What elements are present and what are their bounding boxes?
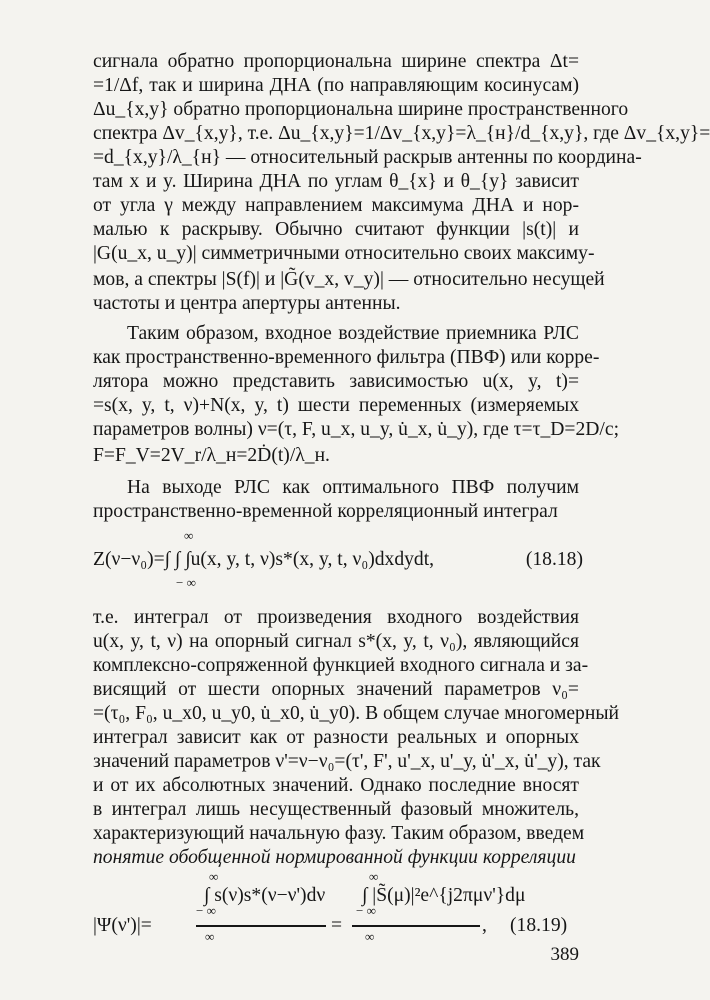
fraction-bar <box>196 925 326 927</box>
integral-upper-limit: ∞ <box>365 929 375 944</box>
text-line: u(x, y, t, ν) на опорный сигнал s*(x, y, t, ν₀), являющийся <box>93 631 579 652</box>
text-line: F=F_V=2V_r/λ_н=2Ḋ(t)/λ_н. <box>93 445 330 466</box>
text-line: =d_{x,y}/λ_{н} — относительный раскрыв антенны по координа- <box>93 147 642 168</box>
fraction-bar <box>352 925 480 927</box>
text-line: Таким образом, входное воздействие приемника РЛС <box>127 323 579 344</box>
integral-lower-limit: − ∞ <box>176 575 196 590</box>
equation-number: (18.18) <box>525 549 583 570</box>
text-line: т.е. интеграл от произведения входного воздействия <box>93 607 579 628</box>
text-line: от угла γ между направлением максимума ДНА и нор- <box>93 195 579 216</box>
equation-lhs: |Ψ(ν')|= <box>93 915 152 936</box>
text-line: комплексно-сопряженной функцией входного сигнала и за- <box>93 655 589 676</box>
equals-sign: = <box>331 915 343 936</box>
text-line: малью к раскрыву. Обычно считают функции |s(t)| и <box>93 219 579 240</box>
integral-upper-limit: ∞ <box>205 929 215 944</box>
text-line: как пространственно-временного фильтра (ПВФ) или корре- <box>93 347 600 368</box>
text-line: понятие обобщенной нормированной функции корреляции <box>93 847 576 868</box>
text-line: =s(x, y, t, ν)+N(x, y, t) шести переменных (измеряемых <box>93 395 579 416</box>
fraction-2-numerator: ∫ |S̃(μ)|²e^{j2πμν'}dμ <box>362 885 526 906</box>
equation-comma: , <box>482 915 487 936</box>
text-line: мов, а спектры |S(f)| и |G̃(v_x, v_y)| — относительно несущей <box>93 269 605 290</box>
text-line: =(τ₀, F₀, u_x0, u_y0, u̇_x0, u̇_y0). В общем случае многомерный <box>93 703 619 724</box>
text-line: и от их абсолютных значений. Однако последние вносят <box>93 775 579 796</box>
text-line: пространственно-временной корреляционный интеграл <box>93 501 558 522</box>
text-line: характеризующий начальную фазу. Таким образом, введем <box>93 823 585 844</box>
page-number: 389 <box>550 944 579 965</box>
integral-upper-limit: ∞ <box>209 869 219 884</box>
text-line: значений параметров ν'=ν−ν₀=(τ', F', u'_x, u'_y, u̇'_x, u̇'_y), так <box>93 751 601 772</box>
fraction-1-numerator: ∫ s(ν)s*(ν−ν')dν <box>204 885 326 906</box>
integral-lower-limit: − ∞ <box>356 903 376 918</box>
equation-18-18-body: Z(ν−ν₀)=∫ ∫ ∫u(x, y, t, ν)s*(x, y, t, ν₀)dxdydt, <box>93 549 435 570</box>
text-line: На выходе РЛС как оптимального ПВФ получим <box>127 477 579 498</box>
text-line: там x и y. Ширина ДНА по углам θ_{x} и θ_{y} зависит <box>93 171 579 192</box>
text-line: сигнала обратно пропорциональна ширине спектра Δt= <box>93 51 579 72</box>
integral-upper-limit: ∞ <box>184 528 194 543</box>
text-line: Δu_{x,y} обратно пропорциональна ширине пространственного <box>93 99 629 120</box>
text-line: интеграл зависит как от разности реальных и опорных <box>93 727 579 748</box>
text-line: лятора можно представить зависимостью u(x, y, t)= <box>93 371 579 392</box>
equation-18-18 <box>93 545 583 575</box>
text-line: в интеграл лишь несущественный фазовый множитель, <box>93 799 579 820</box>
integral-lower-limit: − ∞ <box>196 903 216 918</box>
integral-upper-limit: ∞ <box>369 869 379 884</box>
text-line: висящий от шести опорных значений параметров ν₀= <box>93 679 579 700</box>
text-line: частоты и центра апертуры антенны. <box>93 293 401 314</box>
text-line: спектра Δv_{x,y}, т.е. Δu_{x,y}=1/Δv_{x,y}=λ_{н}/d_{x,y}, где Δv_{x,y}= <box>93 123 710 144</box>
text-line: параметров волны) ν=(τ, F, u_x, u_y, u̇_x, u̇_y), где τ=τ_D=2D/c; <box>93 419 620 440</box>
text-line: |G(u_x, u_y)| симметричными относительно своих максиму- <box>93 243 595 264</box>
text-line: =1/Δf, так и ширина ДНА (по направляющим косинусам) <box>93 75 579 96</box>
equation-number: (18.19) <box>510 915 568 936</box>
